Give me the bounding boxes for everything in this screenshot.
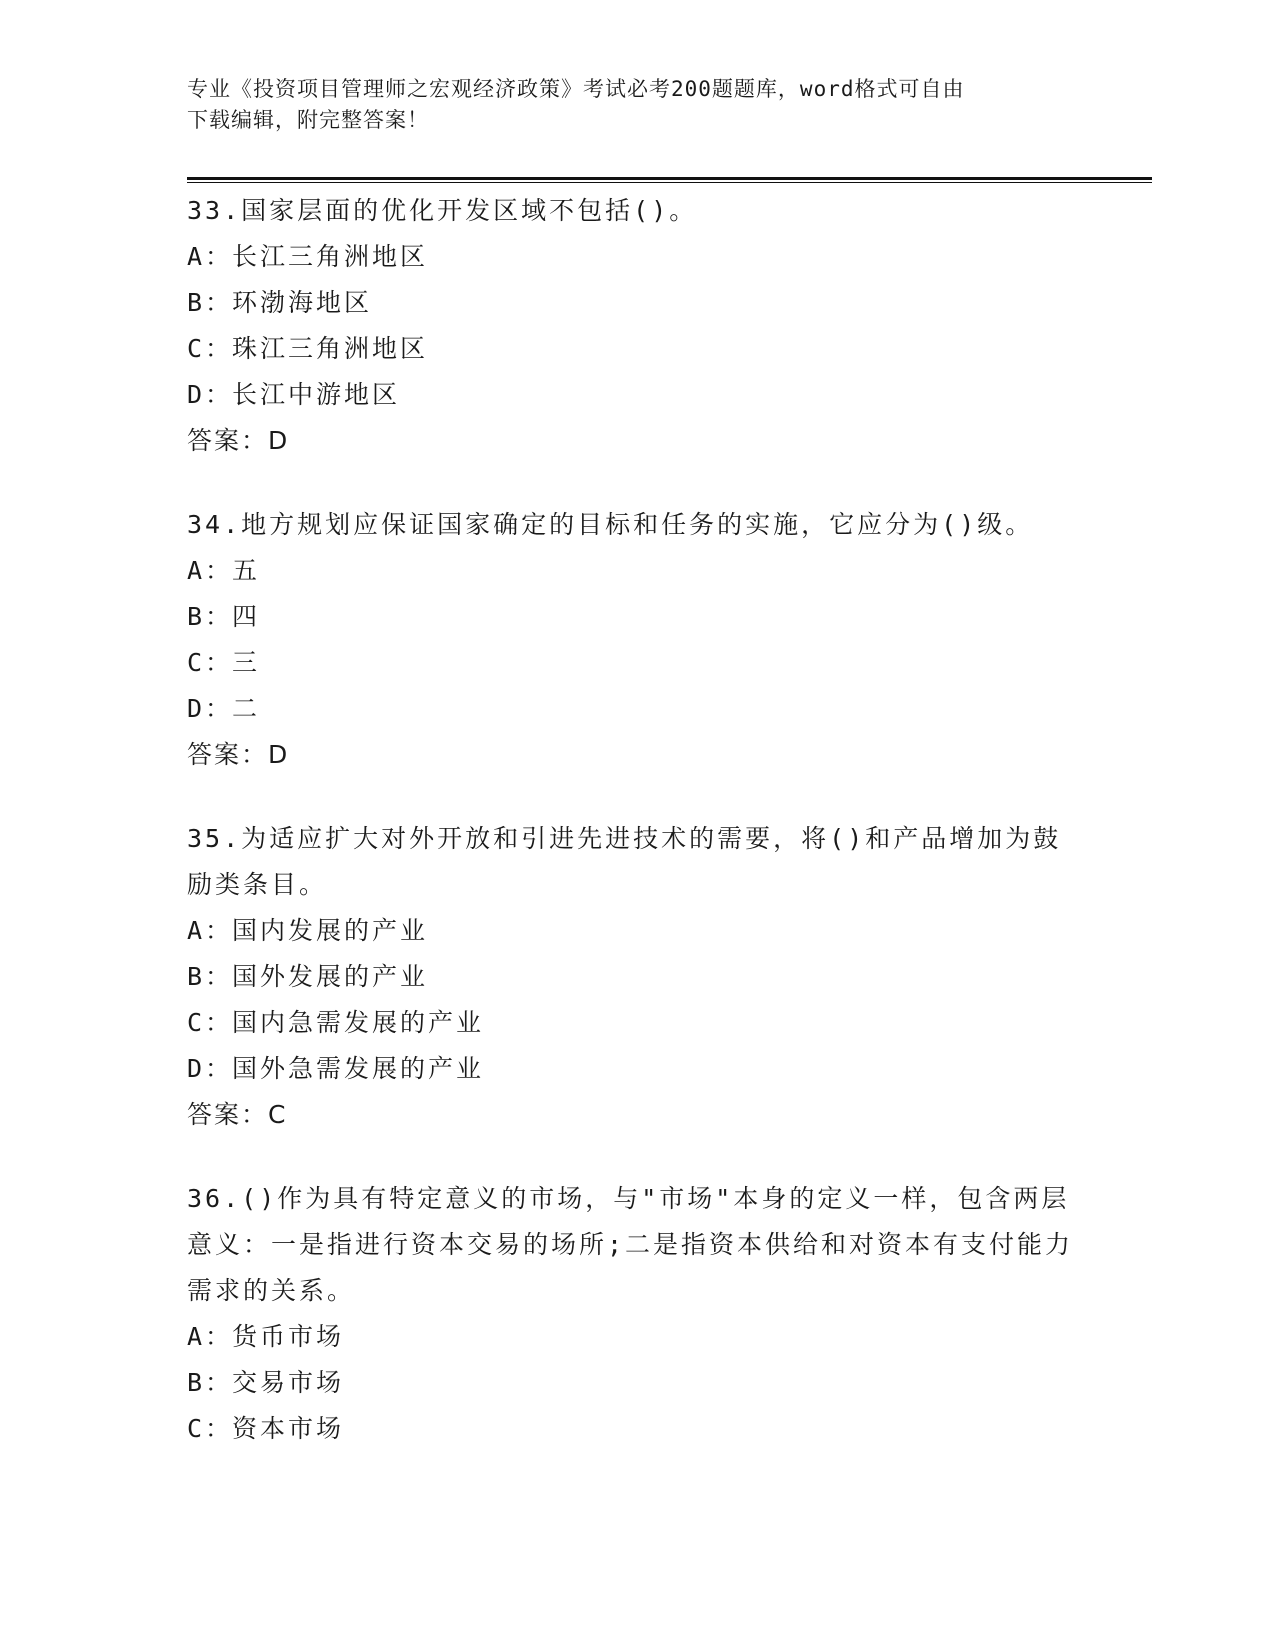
question-stem: 35.为适应扩大对外开放和引进先进技术的需要，将()和产品增加为鼓励类条目。 xyxy=(187,824,1062,899)
option-b xyxy=(187,954,1087,1000)
option-key: A： xyxy=(187,242,234,271)
option-a xyxy=(187,908,1087,954)
option-b xyxy=(187,1360,1087,1406)
option-key: A： xyxy=(187,1322,234,1351)
question-34 xyxy=(187,502,1087,778)
option-text: 二 xyxy=(232,694,261,723)
option-c xyxy=(187,640,1087,686)
question-stem: 36.()作为具有特定意义的市场，与"市场"本身的定义一样，包含两层意义：一是指进行资本交易的场所;二是指资本供给和对资本有支付能力需求的关系。 xyxy=(187,1184,1074,1305)
option-a xyxy=(187,1314,1087,1360)
option-d xyxy=(187,1046,1087,1092)
answer-line: 答案：D xyxy=(187,740,290,769)
question-36 xyxy=(187,1176,1087,1452)
option-text: 珠江三角洲地区 xyxy=(232,334,429,363)
answer-line: 答案：C xyxy=(187,1100,288,1129)
header-line-2: 下载编辑，附完整答案！ xyxy=(187,108,429,132)
option-key: C： xyxy=(187,334,234,363)
question-list xyxy=(187,188,1087,1490)
option-text: 资本市场 xyxy=(232,1414,345,1443)
option-text: 国外急需发展的产业 xyxy=(232,1054,485,1083)
question-stem: 33.国家层面的优化开发区域不包括()。 xyxy=(187,196,698,225)
option-text: 长江中游地区 xyxy=(232,380,401,409)
option-c xyxy=(187,326,1087,372)
option-key: D： xyxy=(187,380,234,409)
option-text: 国外发展的产业 xyxy=(232,962,429,991)
header-divider-thin xyxy=(187,182,1152,183)
option-text: 四 xyxy=(232,602,261,631)
option-c xyxy=(187,1000,1087,1046)
option-key: C： xyxy=(187,1008,234,1037)
option-text: 国内急需发展的产业 xyxy=(232,1008,485,1037)
option-key: B： xyxy=(187,962,234,991)
option-key: B： xyxy=(187,1368,234,1397)
question-35 xyxy=(187,816,1087,1138)
option-b xyxy=(187,594,1087,640)
option-key: A： xyxy=(187,556,234,585)
option-key: C： xyxy=(187,648,234,677)
option-text: 三 xyxy=(232,648,261,677)
option-text: 长江三角洲地区 xyxy=(232,242,429,271)
option-c xyxy=(187,1406,1087,1452)
option-a xyxy=(187,548,1087,594)
option-d xyxy=(187,686,1087,732)
option-key: A： xyxy=(187,916,234,945)
option-key: C： xyxy=(187,1414,234,1443)
option-a xyxy=(187,234,1087,280)
option-key: B： xyxy=(187,288,234,317)
option-key: B： xyxy=(187,602,234,631)
option-text: 五 xyxy=(232,556,261,585)
option-b xyxy=(187,280,1087,326)
option-d xyxy=(187,372,1087,418)
header-divider-thick xyxy=(187,177,1152,180)
option-text: 货币市场 xyxy=(232,1322,345,1351)
option-key: D： xyxy=(187,694,234,723)
document-header xyxy=(187,74,1087,136)
question-33 xyxy=(187,188,1087,464)
option-text: 国内发展的产业 xyxy=(232,916,429,945)
option-key: D： xyxy=(187,1054,234,1083)
option-text: 交易市场 xyxy=(232,1368,345,1397)
question-stem: 34.地方规划应保证国家确定的目标和任务的实施，它应分为()级。 xyxy=(187,510,1034,539)
option-text: 环渤海地区 xyxy=(232,288,373,317)
answer-line: 答案：D xyxy=(187,426,290,455)
header-line-1: 专业《投资项目管理师之宏观经济政策》考试必考200题题库，word格式可自由 xyxy=(187,77,965,101)
